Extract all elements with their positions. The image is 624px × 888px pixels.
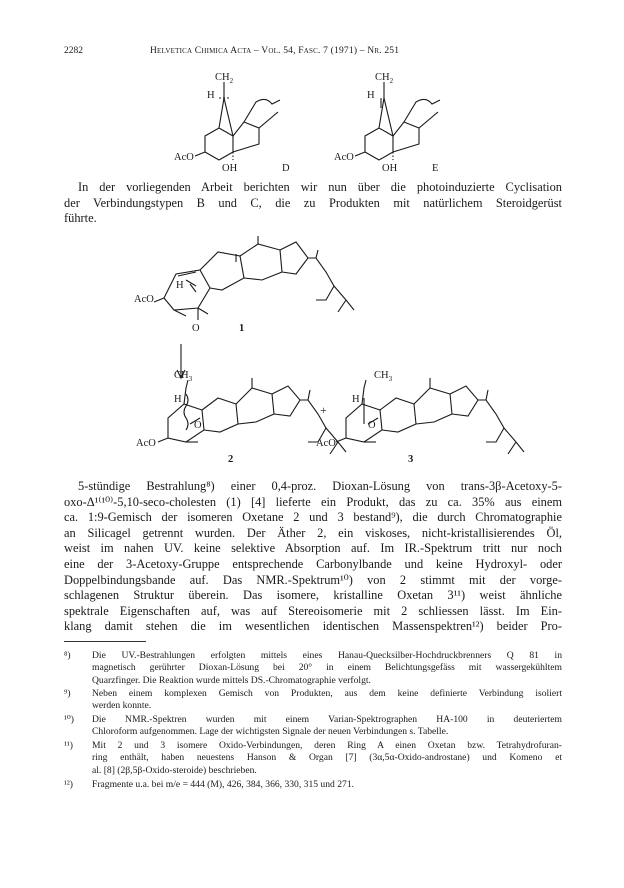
footnote-10 bbox=[64, 714, 562, 739]
compound-2-ch3: $CH_3$ bbox=[174, 370, 193, 383]
footnote-line: al. [8] (2β,5β-Oxido-steroide) beschrieben. bbox=[92, 764, 257, 776]
body-line: an Silicagel getrennt wurden. Der Äther 2, ein viskoses, nicht-kristallisierendes Öl, bbox=[64, 525, 562, 540]
footnote-line: Die UV.-Bestrahlungen erfolgten mittels eines Hanau-Quecksilber-Hochdruckbrenners Q 81 in bbox=[92, 650, 562, 661]
ch2-label-d: $CH_2$ bbox=[215, 72, 234, 85]
intro-line: der Verbindungstypen B und C, die zu Produkten mit natürlichem Steroidgerüst bbox=[64, 195, 562, 210]
intro-line bbox=[64, 180, 562, 196]
compound-3-h: H bbox=[352, 394, 360, 405]
compound-2-aco: AcO bbox=[136, 438, 156, 449]
compound-1-structure bbox=[154, 236, 354, 320]
footnote-line: werden konnte. bbox=[92, 700, 152, 712]
aco-label-e: AcO bbox=[334, 152, 354, 163]
aco-label-d: AcO bbox=[174, 152, 194, 163]
footnote-line: Mit 2 und 3 isomere Oxido-Verbindungen, deren Ring A einen Oxetan bzw. Tetrahydrofuran- bbox=[92, 740, 562, 751]
body-line-text: 5-stündige Bestrahlung⁸) einer 0,4-proz. Dioxan-Lösung von trans-3β-Acetoxy-5- bbox=[78, 479, 562, 493]
footnote-marker: ⁹) bbox=[64, 688, 71, 699]
body-line: ca. 1:9-Gemisch der isomeren Oxetane 2 und 3 bestand⁹), die durch Chromatographie bbox=[64, 510, 562, 525]
ch2-label-e: $CH_2$ bbox=[375, 72, 394, 85]
reaction-scheme bbox=[0, 228, 624, 468]
footnote-line: Chloroform aufgenommen. Lage der wichtigsten Signale der neuen Verbindungen s. Tabelle. bbox=[92, 726, 449, 738]
body-line: spektrale Eigenschaften auf, was auf Stereoisomerie mit 2 schliessen lässt. Im Ein- bbox=[64, 603, 562, 618]
compound-2-h: H bbox=[174, 394, 182, 405]
compound-3-ch3: $CH_3$ bbox=[374, 370, 393, 383]
footnote-divider bbox=[64, 641, 146, 642]
compound-1-h: H bbox=[176, 280, 184, 291]
body-line: Doppelbindungsbande auf. Das NMR.-Spektrum¹⁰) von 2 stimmt mit der vorge- bbox=[64, 572, 562, 587]
body-line: schlagenen Struktur überein. Das isomere, kristalline Oxetan 3¹¹) weist ähnliche bbox=[64, 588, 562, 603]
footnote-line: magnetisch gerührter Dioxan-Lösung bei 20° in einem Belichtungsgefäss mit wassergekühltem bbox=[92, 662, 562, 674]
footnote-marker: ¹¹) bbox=[64, 740, 73, 751]
h-label-e: H bbox=[367, 90, 375, 101]
oh-label-e: OH bbox=[382, 163, 398, 172]
footnote-marker: ¹⁰) bbox=[64, 714, 74, 725]
body-line: weist im nahen UV. keine selektive Absorption auf. Im IR.-Spektrum tritt nur noch bbox=[64, 541, 562, 556]
structures-d-e-figure bbox=[0, 68, 624, 172]
intro-paragraph bbox=[64, 180, 562, 227]
footnote-12 bbox=[64, 779, 562, 791]
footnote-line: ring enthält, haben neuestens Hanson & Organ [7] (3α,5α-Oxido-androstane) und Komeno et bbox=[92, 752, 562, 764]
h-label-d: H bbox=[207, 90, 215, 101]
footnote-8 bbox=[64, 650, 562, 687]
journal-title: Helvetica Chimica Acta – Vol. 54, Fasc. 7 (1971) – Nr. 251 bbox=[150, 46, 400, 56]
footnote-marker: ¹²) bbox=[64, 779, 73, 790]
compound-1-aco: AcO bbox=[134, 294, 154, 305]
intro-line: führte. bbox=[64, 211, 97, 226]
footnote-line: Fragmente u.a. bei m/e = 444 (M), 426, 384, 366, 330, 315 und 271. bbox=[92, 779, 355, 790]
compound-3-structure bbox=[336, 378, 524, 454]
compound-2-o: O bbox=[194, 420, 202, 431]
plus-sign: + bbox=[320, 403, 327, 417]
compound-1-o: O bbox=[192, 323, 200, 334]
compound-2-number: 2 bbox=[228, 454, 234, 465]
compound-id-e: E bbox=[432, 163, 439, 172]
footnote-marker: ⁸) bbox=[64, 650, 71, 661]
body-line bbox=[64, 479, 562, 495]
body-paragraph bbox=[64, 479, 562, 635]
compound-3-number: 3 bbox=[408, 454, 414, 465]
body-line: oxo-Δ¹⁽¹⁰⁾-5,10-seco-cholesten (1) [4] lieferte ein Produkt, das zu ca. 35% aus einem bbox=[64, 494, 562, 509]
compound-id-d: D bbox=[282, 163, 290, 172]
footnote-line: Die NMR.-Spektren wurden mit einem Varian-Spektrographen HA-100 in deuteriertem bbox=[92, 714, 562, 725]
footnote-11 bbox=[64, 740, 562, 777]
page-number: 2282 bbox=[64, 46, 83, 56]
footnote-line: Quarzfinger. Die Reaktion wurde mittels DS.-Chromatographie verfolgt. bbox=[92, 674, 371, 686]
oh-label-d: OH bbox=[222, 163, 238, 172]
compound-3-aco: AcO bbox=[316, 438, 336, 449]
running-header bbox=[64, 46, 562, 60]
body-line: eine der 3-Acetoxy-Gruppe entsprechende Carbonylbande und keine Hydroxyl- oder bbox=[64, 556, 562, 571]
compound-3-o: O bbox=[368, 420, 376, 431]
footnote-9 bbox=[64, 688, 562, 713]
body-line: klang damit stehen die im wesentlichen identischen Massenspektren¹²) beider Pro- bbox=[64, 619, 562, 634]
footnote-line: Neben einem komplexen Gemisch von Produkten, aus dem keine definierte Verbindung isoliert bbox=[92, 688, 562, 699]
intro-line-1: In der vorliegenden Arbeit berichten wir nun über die photoinduzierte Cyclisation bbox=[78, 180, 562, 194]
compound-1-number: 1 bbox=[239, 323, 245, 334]
